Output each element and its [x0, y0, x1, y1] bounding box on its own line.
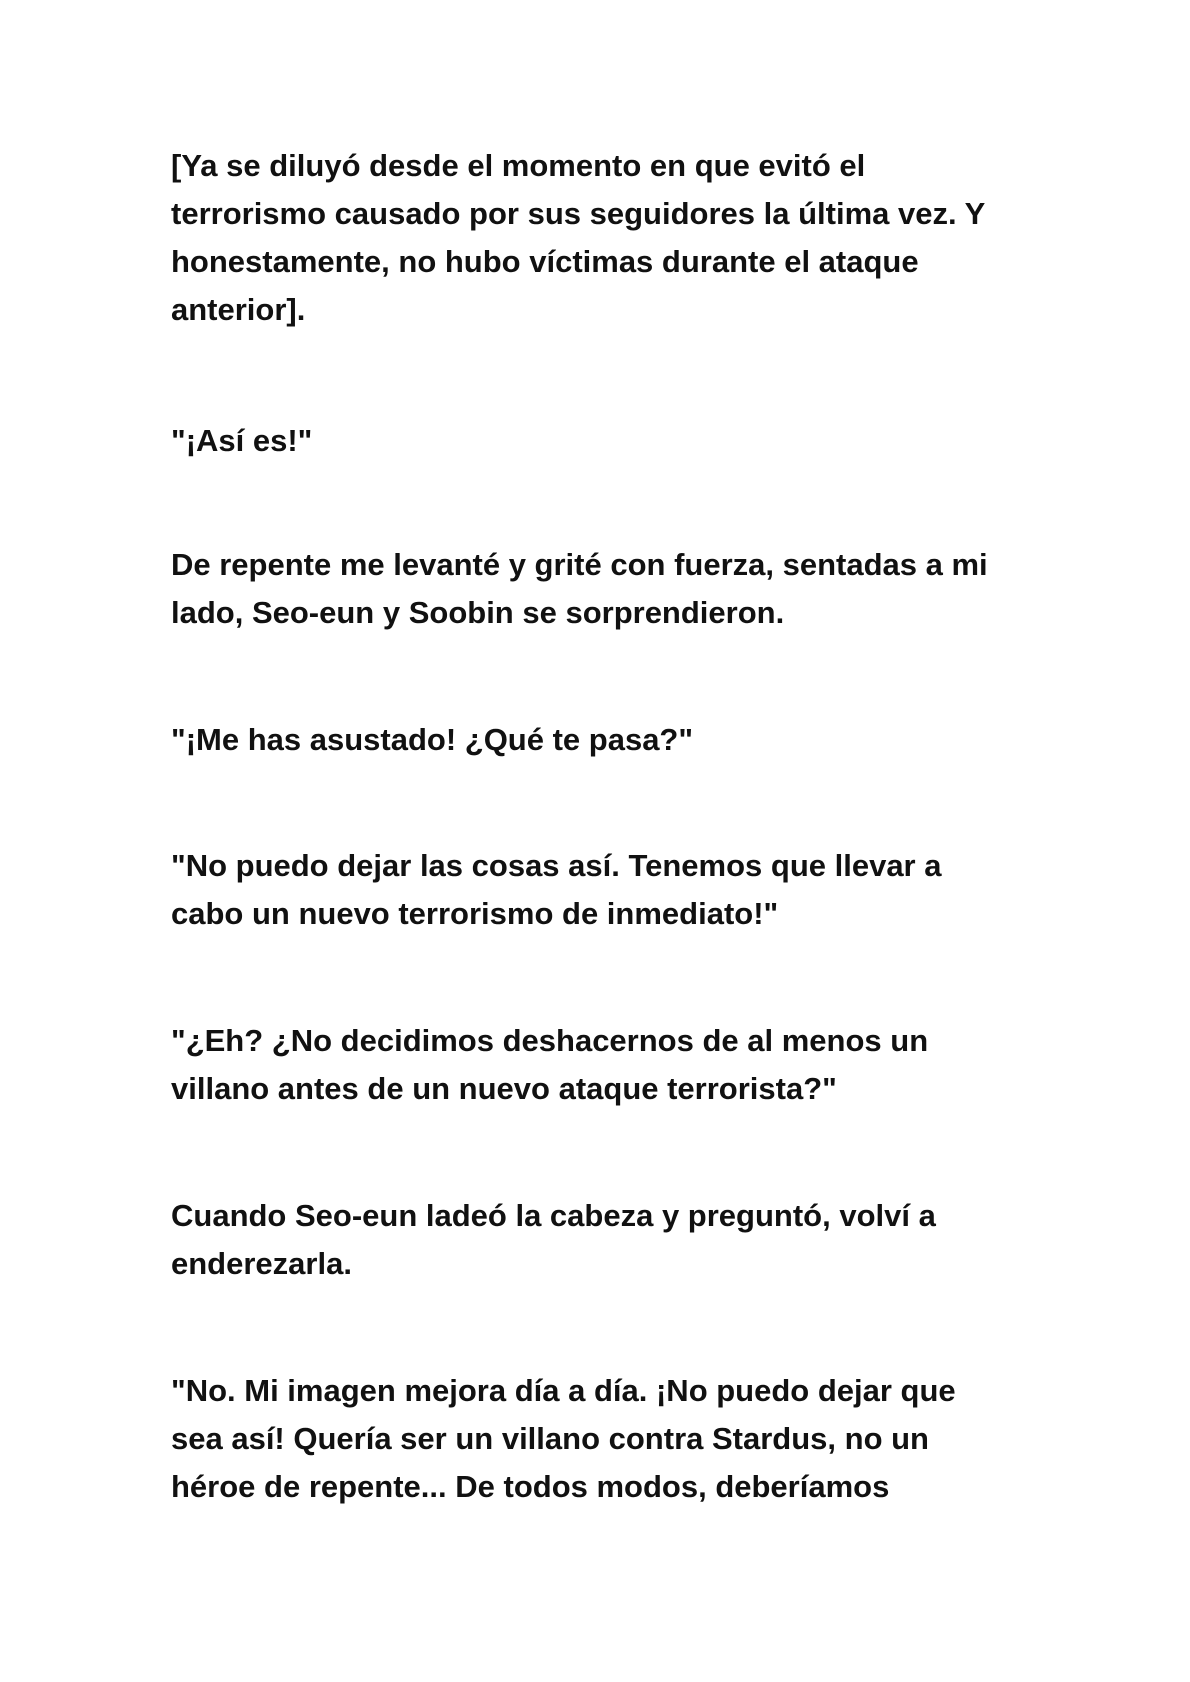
paragraph-line: "No puedo dejar las cosas así. Tenemos que llevar a	[171, 848, 942, 883]
paragraph-line: "¿Eh? ¿No decidimos deshacernos de al menos un	[171, 1023, 929, 1058]
paragraph-line: anterior].	[171, 292, 306, 327]
paragraph-line: "¡Así es!"	[171, 423, 313, 458]
paragraph-6	[171, 1017, 1051, 1113]
paragraph-1	[171, 142, 1051, 334]
paragraph-4	[171, 716, 1051, 764]
paragraph-line: Cuando Seo-eun ladeó la cabeza y preguntó, volví a	[171, 1198, 936, 1233]
paragraph-line: terrorismo causado por sus seguidores la última vez. Y	[171, 196, 986, 231]
paragraph-line: De repente me levanté y grité con fuerza, sentadas a mi	[171, 547, 988, 582]
paragraph-line: sea así! Quería ser un villano contra Stardus, no un	[171, 1421, 929, 1456]
paragraph-line: villano antes de un nuevo ataque terrorista?"	[171, 1071, 837, 1106]
paragraph-line: "No. Mi imagen mejora día a día. ¡No puedo dejar que	[171, 1373, 956, 1408]
paragraph-line: honestamente, no hubo víctimas durante el ataque	[171, 244, 919, 279]
paragraph-line: héroe de repente... De todos modos, deberíamos	[171, 1469, 890, 1504]
paragraph-line: cabo un nuevo terrorismo de inmediato!"	[171, 896, 779, 931]
paragraph-line: lado, Seo-eun y Soobin se sorprendieron.	[171, 595, 785, 630]
paragraph-5	[171, 842, 1051, 938]
paragraph-line: enderezarla.	[171, 1246, 352, 1281]
paragraph-line: "¡Me has asustado! ¿Qué te pasa?"	[171, 722, 694, 757]
paragraph-line: [Ya se diluyó desde el momento en que evitó el	[171, 148, 866, 183]
paragraph-7	[171, 1192, 1051, 1288]
paragraph-3	[171, 541, 1051, 637]
paragraph-8	[171, 1367, 1051, 1511]
paragraph-2	[171, 417, 1051, 465]
